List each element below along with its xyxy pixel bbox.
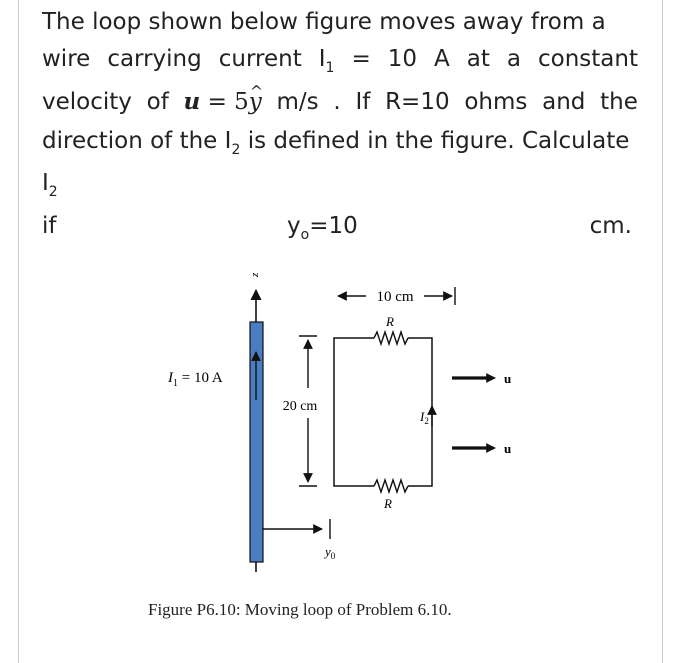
word: carrying: [107, 46, 202, 72]
word: at: [466, 46, 490, 72]
resistor-bottom-label: R: [384, 496, 392, 511]
y0-condition: $y_o=10$: [287, 213, 358, 243]
velocity-bottom-label: u: [504, 441, 512, 456]
word: the: [600, 89, 638, 115]
problem-line-5: $I_2$: [42, 170, 58, 200]
current-i2: $I_2$: [224, 128, 241, 158]
word-if: if: [42, 213, 57, 239]
current-i1: $I_1$: [318, 46, 335, 76]
resistor-top-label: R: [386, 314, 394, 329]
velocity-unit: m/s: [276, 89, 319, 115]
y0-label: $y_0$: [325, 544, 336, 561]
resistance-value: R=10: [385, 89, 450, 115]
i1-label: $I_1 = 10$ A: [168, 370, 223, 389]
word: If: [355, 89, 371, 115]
equals: =: [351, 46, 371, 72]
word: of: [146, 89, 169, 115]
word: wire: [42, 46, 91, 72]
i2-label: $I_2$: [420, 409, 429, 426]
problem-line-4: direction of the $I_2$ is defined in the figure. Calculate: [42, 128, 630, 158]
figure-caption: Figure P6.10: Moving loop of Problem 6.10.: [148, 600, 452, 619]
word: current: [218, 46, 302, 72]
word: constant: [537, 46, 638, 72]
unit-cm: cm.: [589, 213, 632, 239]
resistor-top: [374, 332, 408, 344]
word: velocity: [42, 89, 132, 115]
problem-line-1: The loop shown below figure moves away from a: [42, 9, 606, 35]
width-label: 10 cm: [376, 289, 414, 305]
resistor-bottom: [374, 480, 408, 492]
z-label: z: [249, 272, 261, 277]
period: .: [333, 89, 341, 115]
word: a: [506, 46, 521, 72]
word: ohms: [464, 89, 528, 115]
height-label: 20 cm: [282, 399, 318, 414]
velocity-top-label: u: [504, 371, 512, 386]
current-value: 10: [387, 46, 418, 72]
loop-left-side: [334, 338, 374, 486]
current-unit: A: [434, 46, 450, 72]
word: and: [542, 89, 586, 115]
velocity-expression: u = 5^ y: [184, 87, 262, 117]
